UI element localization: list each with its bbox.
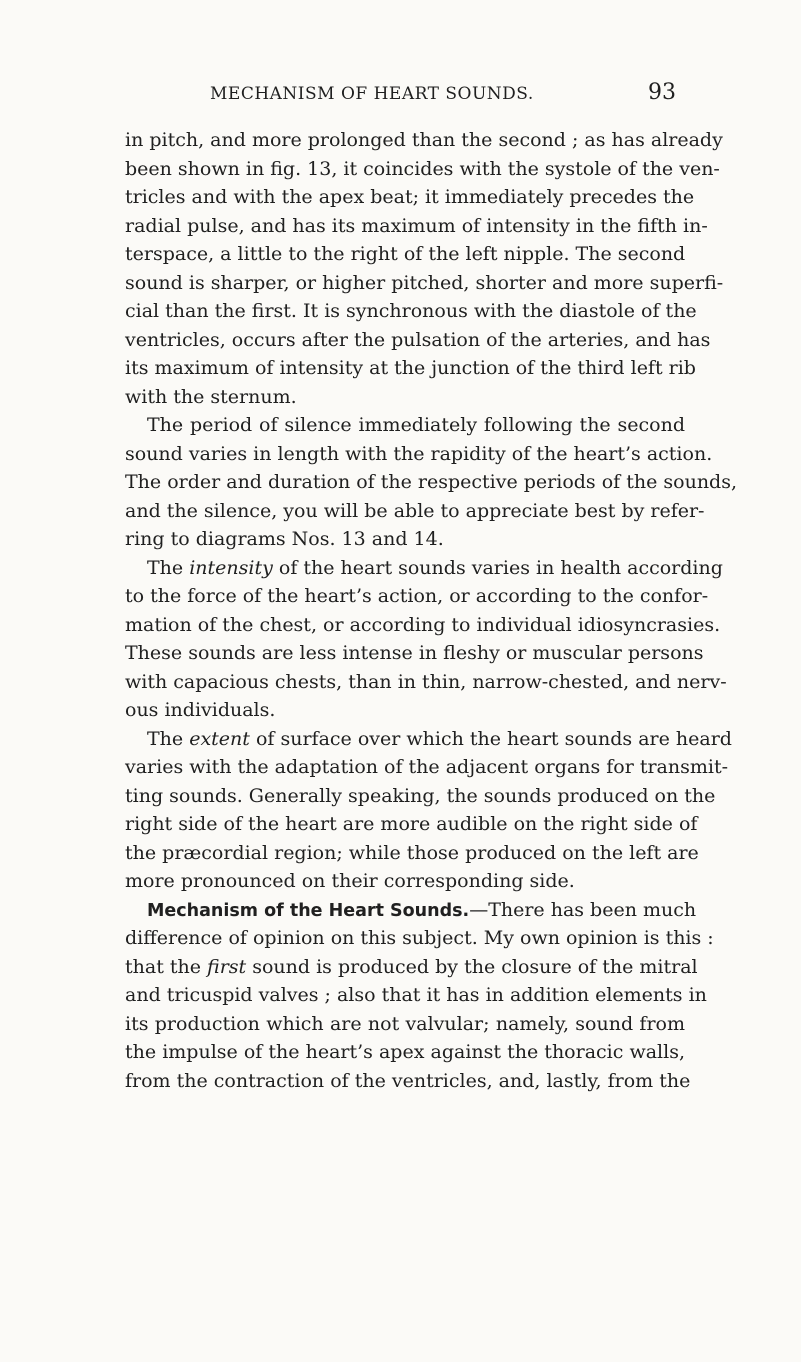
text-run: with capacious chests, than in thin, narrow-chested, and nerv- xyxy=(125,670,727,693)
text-line xyxy=(125,155,720,184)
text-run: to the force of the heart’s action, or according to the confor- xyxy=(125,585,709,607)
text-line xyxy=(125,497,705,526)
text-line xyxy=(125,440,713,469)
text-run: in pitch, and more prolonged than the second ; as has already xyxy=(125,129,723,151)
text-run: with the sternum. xyxy=(125,385,297,408)
text-line xyxy=(125,240,685,269)
text-run: from the contraction of the ventricles, and, lastly, from the xyxy=(125,1069,691,1092)
text-line xyxy=(125,839,699,868)
text-line xyxy=(125,639,704,668)
text-line xyxy=(125,696,685,725)
text-line xyxy=(125,867,685,896)
emphasis-text: intensity xyxy=(189,556,273,579)
text-line xyxy=(125,468,738,497)
text-line xyxy=(125,212,708,241)
text-line xyxy=(125,297,697,326)
emphasis-text: extent xyxy=(189,727,250,750)
text-run: mation of the chest, or according to individual idiosyncrasies. xyxy=(125,613,721,636)
text-run: sound is produced by the closure of the mitral xyxy=(246,955,698,978)
text-line xyxy=(125,1038,685,1067)
text-line xyxy=(125,126,723,155)
text-run: right side of the heart are more audible on the right side of xyxy=(125,813,698,835)
text-run: The period of silence immediately following the second xyxy=(147,414,685,436)
text-run: that the xyxy=(125,955,208,978)
text-line xyxy=(125,924,714,953)
text-line xyxy=(125,554,723,583)
text-run: The order and duration of the respective periods of the sounds, xyxy=(125,471,738,493)
text-run: ring to diagrams Nos. 13 and 14. xyxy=(125,528,444,550)
text-run: The xyxy=(147,727,190,750)
text-run: difference of opinion on this subject. My own opinion is this : xyxy=(125,927,714,949)
text-run: radial pulse, and has its maximum of intensity in the fifth in- xyxy=(125,214,708,237)
text-run: tricles and with the apex beat; it immediately precedes the xyxy=(125,186,695,208)
text-line xyxy=(125,582,709,611)
text-run: varies with the adaptation of the adjacent organs for transmit- xyxy=(125,756,729,778)
body-text xyxy=(125,126,738,1095)
text-line xyxy=(125,953,698,982)
emphasis-text: first xyxy=(207,955,247,978)
text-run: and the silence, you will be able to appreciate best by refer- xyxy=(125,499,705,522)
text-run: sound varies in length with the rapidity of the heart’s action. xyxy=(125,442,713,465)
text-run: its production which are not valvular; namely, sound from xyxy=(125,1012,685,1035)
text-run: of surface over which the heart sounds are heard xyxy=(249,727,732,750)
text-line xyxy=(125,411,685,440)
text-line xyxy=(125,326,711,355)
text-line xyxy=(125,1010,685,1039)
text-line xyxy=(125,183,695,212)
text-run: the præcordial region; while those produced on the left are xyxy=(125,841,699,864)
text-line xyxy=(125,383,685,412)
text-line xyxy=(125,810,698,839)
text-run: —There has been much xyxy=(469,898,697,921)
text-run: of the heart sounds varies in health according xyxy=(272,556,723,579)
text-line xyxy=(125,354,696,383)
text-run: ous individuals. xyxy=(125,699,276,721)
text-run: The xyxy=(147,556,190,579)
text-run: been shown in fig. 13, it coincides with the systole of the ven- xyxy=(125,157,720,180)
page-number: 93 xyxy=(648,80,676,105)
text-run: ting sounds. Generally speaking, the sounds produced on the xyxy=(125,784,716,807)
running-title: MECHANISM OF HEART SOUNDS. xyxy=(210,84,534,104)
text-line xyxy=(125,1067,691,1096)
section-heading: Mechanism of the Heart Sounds. xyxy=(147,900,470,921)
text-run: sound is sharper, or higher pitched, shorter and more superfi- xyxy=(125,271,724,294)
text-run: and tricuspid valves ; also that it has in addition elements in xyxy=(125,984,707,1006)
text-line xyxy=(125,753,729,782)
text-line xyxy=(125,668,727,697)
text-line xyxy=(125,896,697,925)
text-run: ventricles, occurs after the pulsation of the arteries, and has xyxy=(125,328,711,351)
text-line xyxy=(125,525,685,554)
text-line xyxy=(125,782,716,811)
text-line xyxy=(125,725,732,754)
text-run: cial than the first. It is synchronous with the diastole of the xyxy=(125,300,697,322)
text-line xyxy=(125,269,724,298)
text-line xyxy=(125,611,721,640)
text-run: These sounds are less intense in fleshy or muscular persons xyxy=(125,642,704,664)
text-run: its maximum of intensity at the junction of the third left rib xyxy=(125,357,696,379)
text-line xyxy=(125,981,707,1010)
text-run: the impulse of the heart’s apex against the thoracic walls, xyxy=(125,1041,685,1063)
text-run: terspace, a little to the right of the left nipple. The second xyxy=(125,243,686,265)
text-run: more pronounced on their corresponding side. xyxy=(125,870,575,892)
